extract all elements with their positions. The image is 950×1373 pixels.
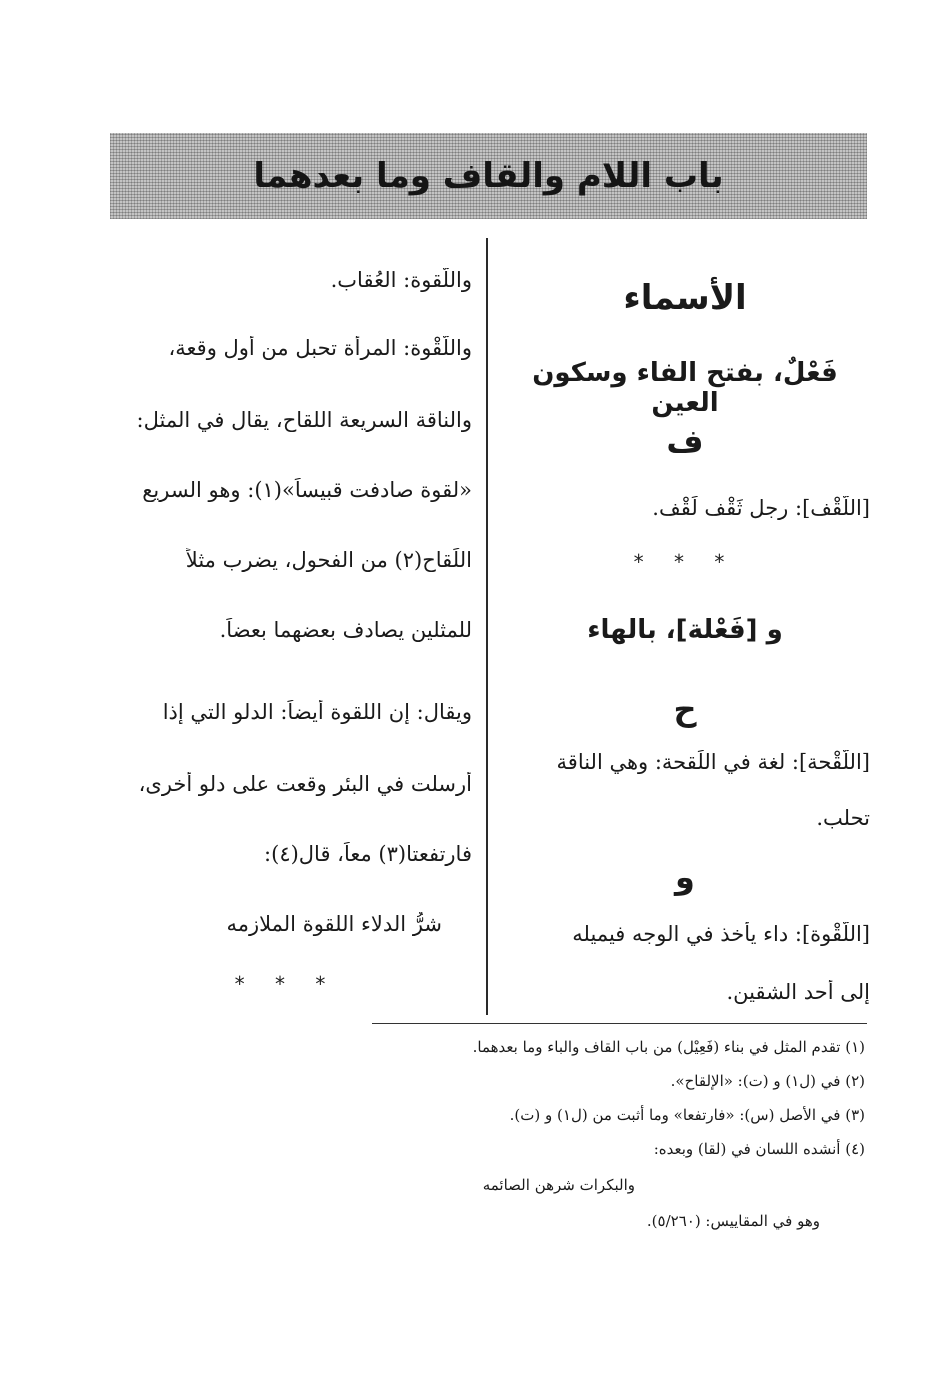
entry-laqwa-line-2: إلى أحد الشقين. [726,980,870,1004]
footnote-verse: والبكرات شرهن الصائمه [482,1176,635,1194]
text-line-9: فارتفعتا(٣) معاً، قال(٤): [264,842,472,866]
text-line-1: واللَّقوة: العُقاب. [330,268,472,292]
text-line-6: للمثلين يصادف بعضهما بعضاً. [219,618,472,642]
section-separator-stars-left: * * * [234,972,338,996]
column-divider [486,238,488,1015]
text-line-2: واللَّقْوة: المرأة تحبل من أول وقعة، [168,336,472,360]
chapter-title: باب اللام والقاف وما بعدهما [253,156,724,196]
entry-laqf: [اللَّقْف]: رجل ثَقْف لَقْف. [652,496,870,520]
text-line-8: أرسلت في البئر وقعت على دلو أخرى، [138,772,472,796]
footnote-4: (٤) أنشده اللسان في (لقا) وبعده: [653,1140,865,1158]
entry-laqha-line-1: [اللَّقْحة]: لغة في اللِّقحة: وهي الناقة [556,750,870,774]
section-heading-asmaa: الأسماء [623,278,747,318]
letter-heading-fa: ف [666,422,704,460]
footnote-2: (٢) في (ل١) و (ت): «الإلقاح». [670,1072,865,1090]
letter-heading-waw: و [675,858,695,896]
letter-heading-ha: ح [673,690,697,728]
verse-line: شرُّ الدلاء اللقوة الملازمه [226,912,442,936]
text-line-7: ويقال: إن اللقوة أيضاً: الدلو التي إذا [162,700,472,724]
text-line-3: والناقة السريعة اللقاح، يقال في المثل: [136,408,472,432]
entry-laqha-line-2: تحلب. [816,806,870,830]
text-line-4: «لقوة صادفت قبيساً»(١): وهو السريع [142,478,472,502]
text-line-5: اللِّقاح(٢) من الفحول، يضرب مثلاً [185,548,472,572]
footnote-3: (٣) في الأصل (س): «فارتفعا» وما أثبت من (ل١) و (ت). [509,1106,865,1124]
entry-laqwa-line-1: [اللَّقْوة]: داء يأخذ في الوجه فيميله [572,922,870,946]
footnote-1: (١) تقدم المثل في بناء (فَعِيْل) من باب القاف والباء وما بعدهما. [472,1038,865,1056]
chapter-title-band [110,133,867,219]
section-separator-stars: * * * [633,550,737,574]
pattern-heading-fala: و [فَعْلة]، بالهاء [587,615,783,645]
footnote-rule [372,1023,867,1024]
footnote-5: وهو في المقاييس: (٥/٢٦٠). [646,1212,820,1230]
pattern-heading-fal: فَعْلٌ، بفتح الفاء وسكون العين [532,358,838,418]
